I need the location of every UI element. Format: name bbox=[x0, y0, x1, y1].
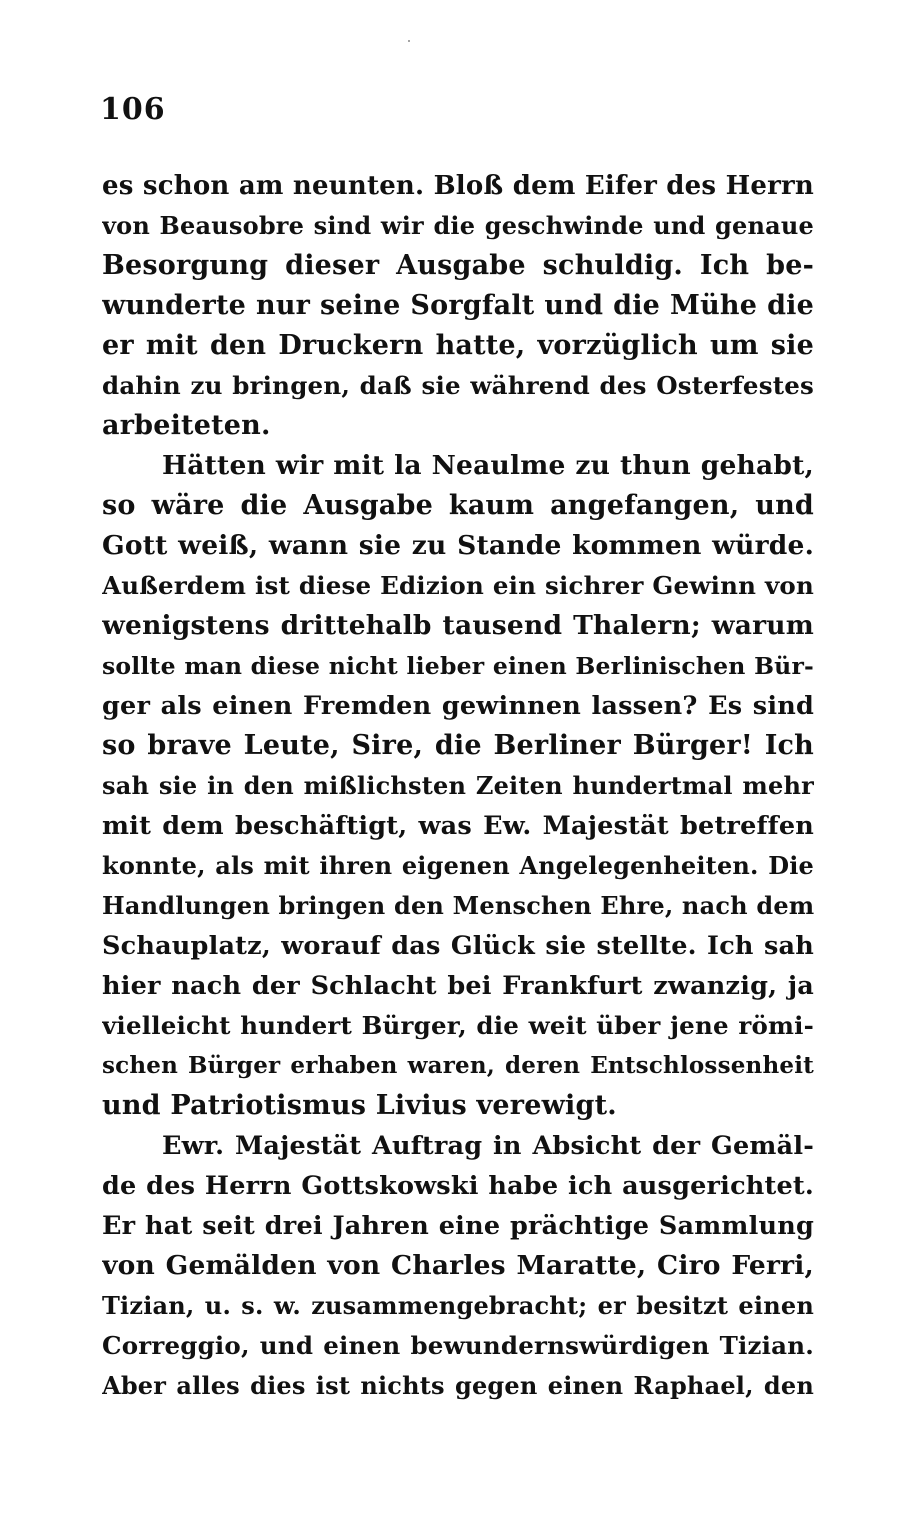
text-line: hier nach der Schlacht bei Frankfurt zwanzig, ja bbox=[102, 971, 814, 1001]
text-line: Handlungen bringen den Menschen Ehre, nach dem bbox=[102, 891, 814, 920]
text-line: sah sie in den mißlichsten Zeiten hundertmal mehr bbox=[102, 771, 814, 800]
text-line: Außerdem ist diese Edizion ein sichrer Gewinn von bbox=[102, 571, 814, 600]
text-line: schen Bürger erhaben waren, deren Entschlossenheit bbox=[102, 1052, 814, 1079]
body-text bbox=[102, 166, 814, 1406]
page-number: 106 bbox=[100, 92, 166, 127]
text-line: so wäre die Ausgabe kaum angefangen, und bbox=[102, 490, 814, 521]
text-line: Correggio, und einen bewundernswürdigen Tizian. bbox=[102, 1331, 814, 1360]
text-line: dahin zu bringen, daß sie während des Osterfestes bbox=[102, 371, 814, 400]
text-line: Schauplatz, worauf das Glück sie stellte. Ich sah bbox=[102, 931, 814, 961]
text-line: wunderte nur seine Sorgfalt und die Mühe die bbox=[102, 290, 814, 321]
text-line: arbeiteten. bbox=[102, 410, 271, 441]
text-line: von Beausobre sind wir die geschwinde und genaue bbox=[102, 211, 814, 240]
text-line: Tizian, u. s. w. zusammengebracht; er besitzt einen bbox=[102, 1291, 814, 1320]
text-line: und Patriotismus Livius verewigt. bbox=[102, 1090, 617, 1121]
text-line: Er hat seit drei Jahren eine prächtige Sammlung bbox=[102, 1211, 814, 1241]
text-line: Besorgung dieser Ausgabe schuldig. Ich be- bbox=[102, 250, 814, 281]
text-line: mit dem beschäftigt, was Ew. Majestät betreffen bbox=[102, 811, 814, 841]
text-line: so brave Leute, Sire, die Berliner Bürger! Ich bbox=[102, 730, 814, 761]
text-line: konnte, als mit ihren eigenen Angelegenheiten. Die bbox=[102, 851, 814, 880]
text-line: sollte man diese nicht lieber einen Berlinischen Bür- bbox=[102, 652, 814, 680]
text-line: von Gemälden von Charles Maratte, Ciro Ferri, bbox=[102, 1250, 814, 1281]
text-line: Hätten wir mit la Neaulme zu thun gehabt, bbox=[162, 450, 814, 481]
text-line: vielleicht hundert Bürger, die weit über jene römi- bbox=[102, 1011, 814, 1040]
text-line: er mit den Druckern hatte, vorzüglich um sie bbox=[102, 330, 814, 361]
text-line: de des Herrn Gottskowski habe ich ausgerichtet. bbox=[102, 1171, 814, 1201]
text-line: Aber alles dies ist nichts gegen einen Raphael, den bbox=[102, 1371, 814, 1400]
text-line: Gott weiß, wann sie zu Stande kommen würde. bbox=[102, 530, 814, 561]
text-line: Ewr. Majestät Auftrag in Absicht der Gemäl- bbox=[162, 1131, 814, 1161]
text-line: ger als einen Fremden gewinnen lassen? Es sind bbox=[102, 691, 814, 721]
text-line: wenigstens drittehalb tausend Thalern; warum bbox=[102, 610, 814, 641]
ink-speck bbox=[408, 40, 410, 42]
text-line: es schon am neunten. Bloß dem Eifer des Herrn bbox=[102, 171, 814, 201]
